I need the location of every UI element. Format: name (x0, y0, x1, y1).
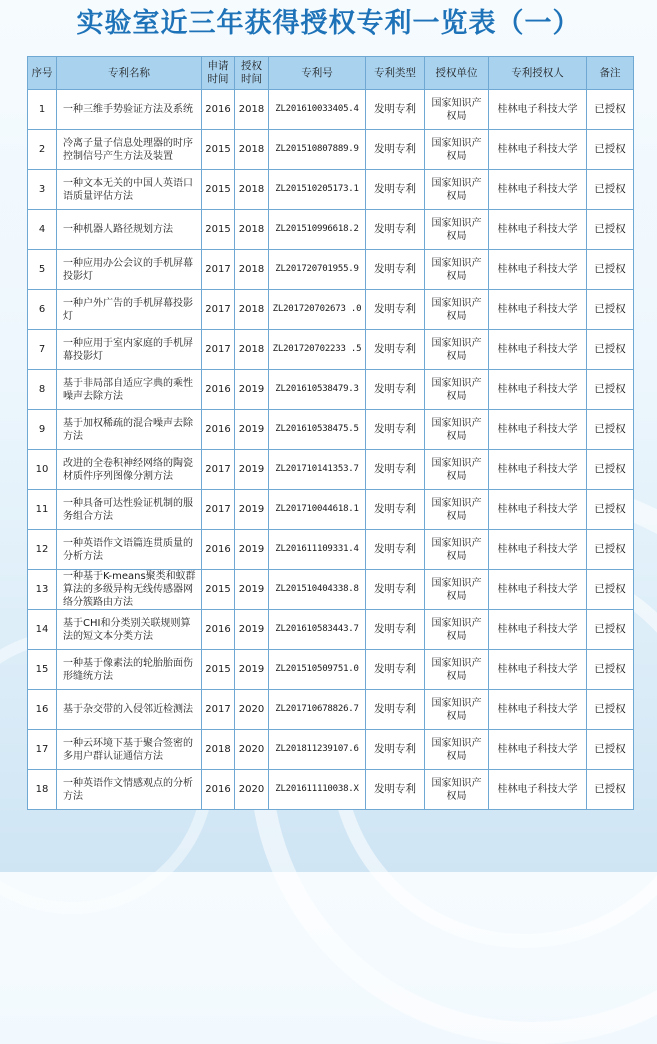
grant-year: 2019 (235, 490, 269, 530)
apply-year: 2017 (202, 690, 235, 730)
patent-holder: 桂林电子科技大学 (489, 650, 587, 690)
patent-holder: 桂林电子科技大学 (489, 530, 587, 570)
grant-unit: 国家知识产权局 (425, 690, 489, 730)
patent-number: ZL201720702673 .0 (269, 290, 366, 330)
table-row (28, 450, 634, 490)
row-index: 15 (28, 650, 57, 690)
grant-unit: 国家知识产权局 (425, 570, 489, 610)
grant-year: 2019 (235, 610, 269, 650)
table-row (28, 330, 634, 370)
grant-unit: 国家知识产权局 (425, 130, 489, 170)
apply-year: 2017 (202, 250, 235, 290)
grant-unit: 国家知识产权局 (425, 370, 489, 410)
grant-year: 2020 (235, 730, 269, 770)
header-patent-type: 专利类型 (366, 57, 425, 90)
patent-number: ZL201811239107.6 (269, 730, 366, 770)
apply-year: 2015 (202, 570, 235, 610)
patent-type: 发明专利 (366, 690, 425, 730)
row-index: 4 (28, 210, 57, 250)
patent-holder: 桂林电子科技大学 (489, 730, 587, 770)
patent-holder: 桂林电子科技大学 (489, 210, 587, 250)
grant-unit: 国家知识产权局 (425, 610, 489, 650)
table-row (28, 610, 634, 650)
row-index: 3 (28, 170, 57, 210)
apply-year: 2016 (202, 90, 235, 130)
table-body (28, 90, 634, 810)
table-row (28, 130, 634, 170)
status-note: 已授权 (587, 530, 634, 570)
patent-type: 发明专利 (366, 370, 425, 410)
patent-type: 发明专利 (366, 610, 425, 650)
status-note: 已授权 (587, 610, 634, 650)
patent-holder: 桂林电子科技大学 (489, 690, 587, 730)
grant-year: 2018 (235, 90, 269, 130)
patent-type: 发明专利 (366, 170, 425, 210)
patent-type: 发明专利 (366, 410, 425, 450)
row-index: 9 (28, 410, 57, 450)
table-header-row (28, 57, 634, 90)
patent-name: 一种应用办公会议的手机屏幕投影灯 (57, 250, 202, 290)
patent-table (27, 56, 634, 810)
status-note: 已授权 (587, 210, 634, 250)
grant-unit: 国家知识产权局 (425, 530, 489, 570)
status-note: 已授权 (587, 370, 634, 410)
grant-unit: 国家知识产权局 (425, 770, 489, 810)
patent-name: 基于加权稀疏的混合噪声去除方法 (57, 410, 202, 450)
patent-name: 一种云环境下基于聚合签密的多用户群认证通信方法 (57, 730, 202, 770)
status-note: 已授权 (587, 250, 634, 290)
grant-unit: 国家知识产权局 (425, 290, 489, 330)
grant-year: 2019 (235, 650, 269, 690)
status-note: 已授权 (587, 490, 634, 530)
row-index: 17 (28, 730, 57, 770)
patent-number: ZL201510807889.9 (269, 130, 366, 170)
status-note: 已授权 (587, 90, 634, 130)
apply-year: 2017 (202, 450, 235, 490)
grant-year: 2019 (235, 570, 269, 610)
patent-type: 发明专利 (366, 210, 425, 250)
patent-type: 发明专利 (366, 450, 425, 490)
status-note: 已授权 (587, 730, 634, 770)
grant-year: 2019 (235, 370, 269, 410)
row-index: 1 (28, 90, 57, 130)
patent-type: 发明专利 (366, 730, 425, 770)
apply-year: 2015 (202, 210, 235, 250)
header-grant-time: 授权时间 (235, 57, 269, 90)
grant-year: 2019 (235, 410, 269, 450)
patent-type: 发明专利 (366, 290, 425, 330)
patent-name: 一种文本无关的中国人英语口语质量评估方法 (57, 170, 202, 210)
patent-holder: 桂林电子科技大学 (489, 610, 587, 650)
row-index: 13 (28, 570, 57, 610)
header-apply-time: 申请时间 (202, 57, 235, 90)
grant-unit: 国家知识产权局 (425, 410, 489, 450)
status-note: 已授权 (587, 690, 634, 730)
apply-year: 2017 (202, 330, 235, 370)
grant-unit: 国家知识产权局 (425, 90, 489, 130)
patent-holder: 桂林电子科技大学 (489, 170, 587, 210)
patent-holder: 桂林电子科技大学 (489, 250, 587, 290)
apply-year: 2016 (202, 410, 235, 450)
grant-unit: 国家知识产权局 (425, 250, 489, 290)
apply-year: 2018 (202, 730, 235, 770)
table-row (28, 90, 634, 130)
patent-number: ZL201510205173.1 (269, 170, 366, 210)
apply-year: 2017 (202, 290, 235, 330)
header-note: 备注 (587, 57, 634, 90)
patent-number: ZL201510996618.2 (269, 210, 366, 250)
patent-type: 发明专利 (366, 130, 425, 170)
patent-number: ZL201610583443.7 (269, 610, 366, 650)
table-row (28, 250, 634, 290)
patent-holder: 桂林电子科技大学 (489, 410, 587, 450)
header-patent-name: 专利名称 (57, 57, 202, 90)
row-index: 8 (28, 370, 57, 410)
patent-number: ZL201610033405.4 (269, 90, 366, 130)
grant-unit: 国家知识产权局 (425, 730, 489, 770)
patent-number: ZL201710678826.7 (269, 690, 366, 730)
patent-number: ZL201610538475.5 (269, 410, 366, 450)
table-row (28, 690, 634, 730)
patent-type: 发明专利 (366, 650, 425, 690)
table-row (28, 490, 634, 530)
patent-name: 一种英语作文情感观点的分析方法 (57, 770, 202, 810)
apply-year: 2016 (202, 530, 235, 570)
patent-name: 改进的全卷积神经网络的陶瓷材质件序列图像分割方法 (57, 450, 202, 490)
grant-year: 2019 (235, 450, 269, 490)
patent-name: 一种机器人路径规划方法 (57, 210, 202, 250)
table-row (28, 170, 634, 210)
header-patent-holder: 专利授权人 (489, 57, 587, 90)
grant-year: 2018 (235, 170, 269, 210)
row-index: 7 (28, 330, 57, 370)
apply-year: 2016 (202, 370, 235, 410)
status-note: 已授权 (587, 450, 634, 490)
table-row (28, 210, 634, 250)
patent-number: ZL201510404338.8 (269, 570, 366, 610)
patent-name: 基于非局部自适应字典的乘性噪声去除方法 (57, 370, 202, 410)
patent-name: 基于杂交带的入侵邻近检测法 (57, 690, 202, 730)
status-note: 已授权 (587, 650, 634, 690)
row-index: 2 (28, 130, 57, 170)
grant-unit: 国家知识产权局 (425, 490, 489, 530)
grant-year: 2018 (235, 290, 269, 330)
status-note: 已授权 (587, 770, 634, 810)
status-note: 已授权 (587, 330, 634, 370)
table-row (28, 570, 634, 610)
patent-holder: 桂林电子科技大学 (489, 90, 587, 130)
row-index: 6 (28, 290, 57, 330)
patent-name: 一种英语作文语篇连贯质量的分析方法 (57, 530, 202, 570)
table-row (28, 370, 634, 410)
patent-number: ZL201720702233 .5 (269, 330, 366, 370)
apply-year: 2016 (202, 610, 235, 650)
patent-type: 发明专利 (366, 530, 425, 570)
patent-type: 发明专利 (366, 570, 425, 610)
table-row (28, 770, 634, 810)
grant-year: 2018 (235, 130, 269, 170)
row-index: 14 (28, 610, 57, 650)
table-row (28, 290, 634, 330)
apply-year: 2016 (202, 770, 235, 810)
status-note: 已授权 (587, 170, 634, 210)
page-title: 实验室近三年获得授权专利一览表（一） (76, 8, 581, 39)
patent-name: 冷离子量子信息处理器的时序控制信号产生方法及装置 (57, 130, 202, 170)
grant-year: 2018 (235, 210, 269, 250)
grant-unit: 国家知识产权局 (425, 170, 489, 210)
grant-unit: 国家知识产权局 (425, 210, 489, 250)
patent-type: 发明专利 (366, 330, 425, 370)
patent-type: 发明专利 (366, 90, 425, 130)
table-row (28, 530, 634, 570)
patent-type: 发明专利 (366, 250, 425, 290)
patent-name: 一种三维手势验证方法及系统 (57, 90, 202, 130)
patent-name: 一种应用于室内家庭的手机屏幕投影灯 (57, 330, 202, 370)
patent-number: ZL201710141353.7 (269, 450, 366, 490)
patent-name: 一种基于K-means聚类和蚁群算法的多级异构无线传感器网络分簇路由方法 (57, 570, 202, 610)
patent-number: ZL201611110038.X (269, 770, 366, 810)
grant-unit: 国家知识产权局 (425, 650, 489, 690)
patent-holder: 桂林电子科技大学 (489, 130, 587, 170)
patent-holder: 桂林电子科技大学 (489, 290, 587, 330)
table-row (28, 650, 634, 690)
patent-number: ZL201510509751.0 (269, 650, 366, 690)
grant-year: 2018 (235, 330, 269, 370)
patent-name: 基于CHI和分类别关联规则算法的短文本分类方法 (57, 610, 202, 650)
table-row (28, 410, 634, 450)
grant-year: 2018 (235, 250, 269, 290)
grant-year: 2020 (235, 770, 269, 810)
apply-year: 2015 (202, 130, 235, 170)
patent-number: ZL201611109331.4 (269, 530, 366, 570)
patent-holder: 桂林电子科技大学 (489, 370, 587, 410)
header-index: 序号 (28, 57, 57, 90)
patent-name: 一种基于像素法的轮胎胎面伤形缝统方法 (57, 650, 202, 690)
patent-holder: 桂林电子科技大学 (489, 330, 587, 370)
patent-type: 发明专利 (366, 490, 425, 530)
row-index: 12 (28, 530, 57, 570)
status-note: 已授权 (587, 290, 634, 330)
row-index: 16 (28, 690, 57, 730)
apply-year: 2015 (202, 650, 235, 690)
patent-number: ZL201710044618.1 (269, 490, 366, 530)
status-note: 已授权 (587, 410, 634, 450)
grant-year: 2020 (235, 690, 269, 730)
patent-name: 一种户外广告的手机屏幕投影灯 (57, 290, 202, 330)
header-grant-unit: 授权单位 (425, 57, 489, 90)
status-note: 已授权 (587, 130, 634, 170)
patent-holder: 桂林电子科技大学 (489, 450, 587, 490)
patent-holder: 桂林电子科技大学 (489, 490, 587, 530)
row-index: 11 (28, 490, 57, 530)
header-patent-number: 专利号 (269, 57, 366, 90)
patent-number: ZL201720701955.9 (269, 250, 366, 290)
patent-name: 一种具备可达性验证机制的服务组合方法 (57, 490, 202, 530)
row-index: 5 (28, 250, 57, 290)
grant-unit: 国家知识产权局 (425, 450, 489, 490)
row-index: 10 (28, 450, 57, 490)
apply-year: 2015 (202, 170, 235, 210)
patent-holder: 桂林电子科技大学 (489, 770, 587, 810)
row-index: 18 (28, 770, 57, 810)
table-row (28, 730, 634, 770)
grant-year: 2019 (235, 530, 269, 570)
grant-unit: 国家知识产权局 (425, 330, 489, 370)
patent-number: ZL201610538479.3 (269, 370, 366, 410)
patent-type: 发明专利 (366, 770, 425, 810)
status-note: 已授权 (587, 570, 634, 610)
patent-holder: 桂林电子科技大学 (489, 570, 587, 610)
apply-year: 2017 (202, 490, 235, 530)
